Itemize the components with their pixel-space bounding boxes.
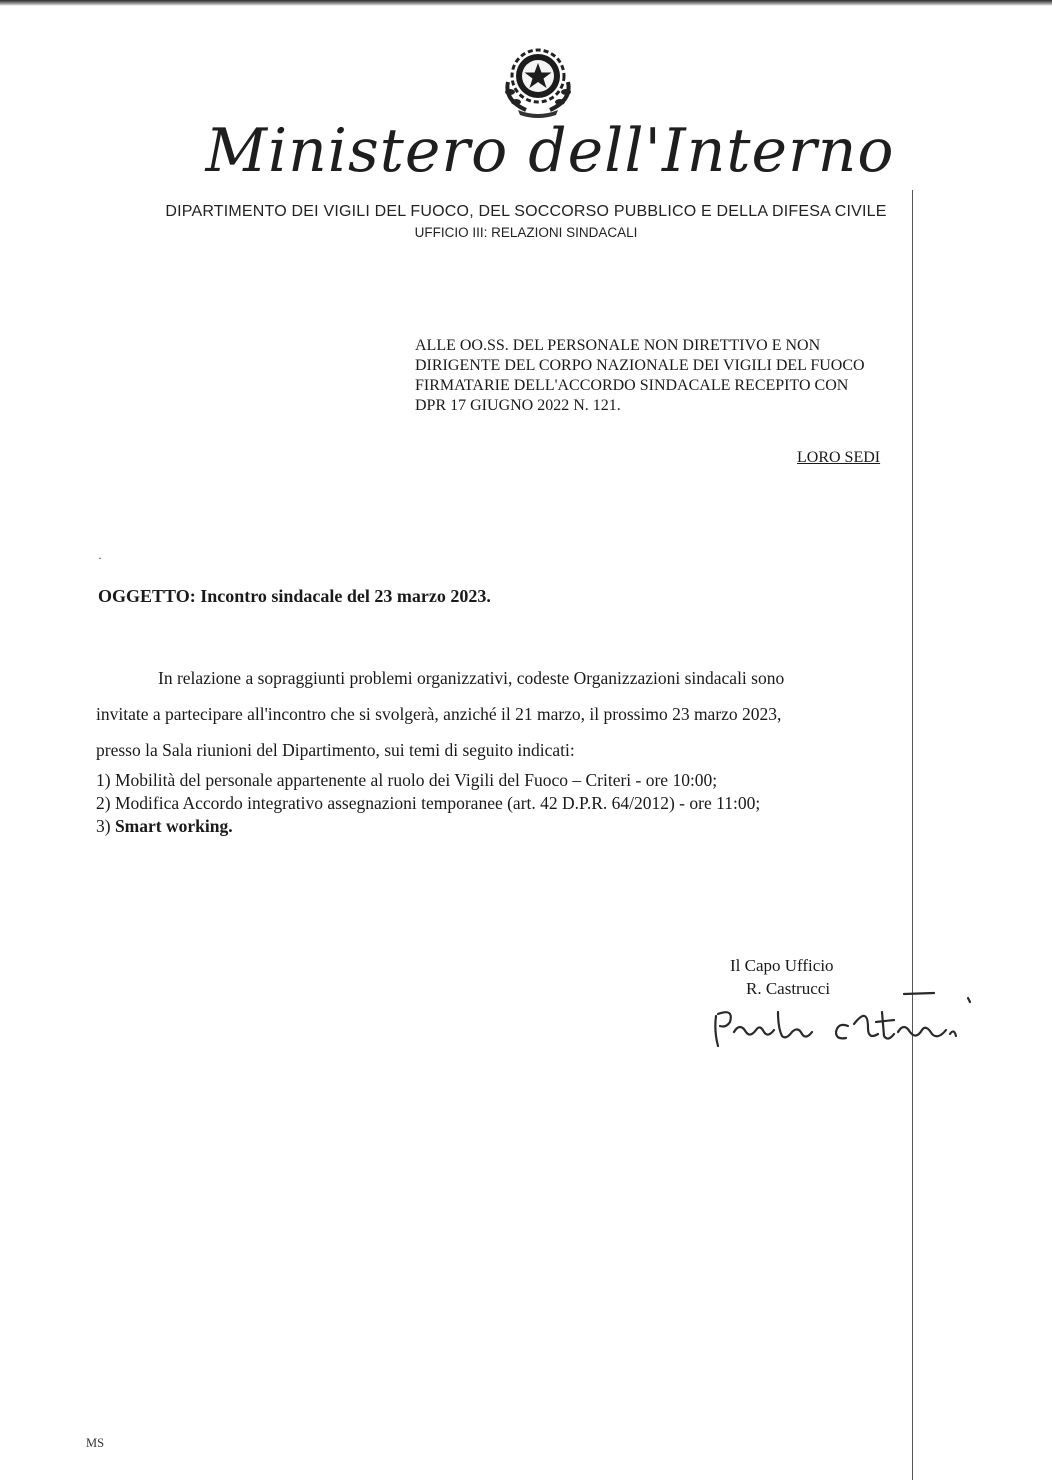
recipient-line: DIRIGENTE DEL CORPO NAZIONALE DEI VIGILI DEL FUOCO xyxy=(415,357,865,374)
department-name: DIPARTIMENTO DEI VIGILI DEL FUOCO, DEL SOCCORSO PUBBLICO E DELLA DIFESA CIVILE xyxy=(165,203,887,220)
letter-subject: OGGETTO: Incontro sindacale del 23 marzo 2023. xyxy=(98,586,491,606)
author-initials: MS xyxy=(86,1436,105,1450)
agenda-number: 2) xyxy=(96,793,111,813)
body-paragraph xyxy=(96,660,966,768)
agenda-number: 1) xyxy=(96,770,111,790)
agenda-item xyxy=(96,815,760,838)
office-name: UFFICIO III: RELAZIONI SINDACALI xyxy=(414,225,638,240)
italian-republic-emblem-icon xyxy=(496,42,580,118)
handwritten-signature xyxy=(708,986,998,1056)
agenda-item xyxy=(96,792,760,815)
scan-edge xyxy=(0,0,1052,6)
agenda-text: Modifica Accordo integrativo assegnazioni temporanee (art. 42 D.P.R. 64/2012) - ore 11:00; xyxy=(114,793,761,813)
agenda-number: 3) xyxy=(96,816,111,836)
body-line: invitate a partecipare all'incontro che si svolgerà, anziché il 21 marzo, il prossimo 23 marzo 2023, xyxy=(96,704,782,724)
scan-dot: · xyxy=(98,551,102,565)
recipient-line: FIRMATARIE DELL'ACCORDO SINDACALE RECEPITO CON xyxy=(415,377,849,394)
ministry-title: Ministero dell'Interno xyxy=(205,116,895,186)
signatory-role: Il Capo Ufficio xyxy=(730,956,834,975)
agenda-text: Smart working. xyxy=(114,816,233,836)
body-line: presso la Sala riunioni del Dipartimento, sui temi di seguito indicati: xyxy=(96,740,575,760)
signatory-name: R. Castrucci xyxy=(746,979,831,998)
recipient-line: DPR 17 GIUGNO 2022 N. 121. xyxy=(415,397,621,414)
body-line: In relazione a sopraggiunti problemi organizzativi, codeste Organizzazioni sindacali sono xyxy=(158,668,785,688)
recipient-location: LORO SEDI xyxy=(797,449,881,466)
agenda-text: Mobilità del personale appartenente al ruolo dei Vigili del Fuoco – Criteri - ore 10:00; xyxy=(114,770,718,790)
agenda-item xyxy=(96,769,760,792)
recipient-line: ALLE OO.SS. DEL PERSONALE NON DIRETTIVO E NON xyxy=(415,337,821,354)
recipient-address xyxy=(415,336,995,416)
agenda-list xyxy=(96,769,760,838)
